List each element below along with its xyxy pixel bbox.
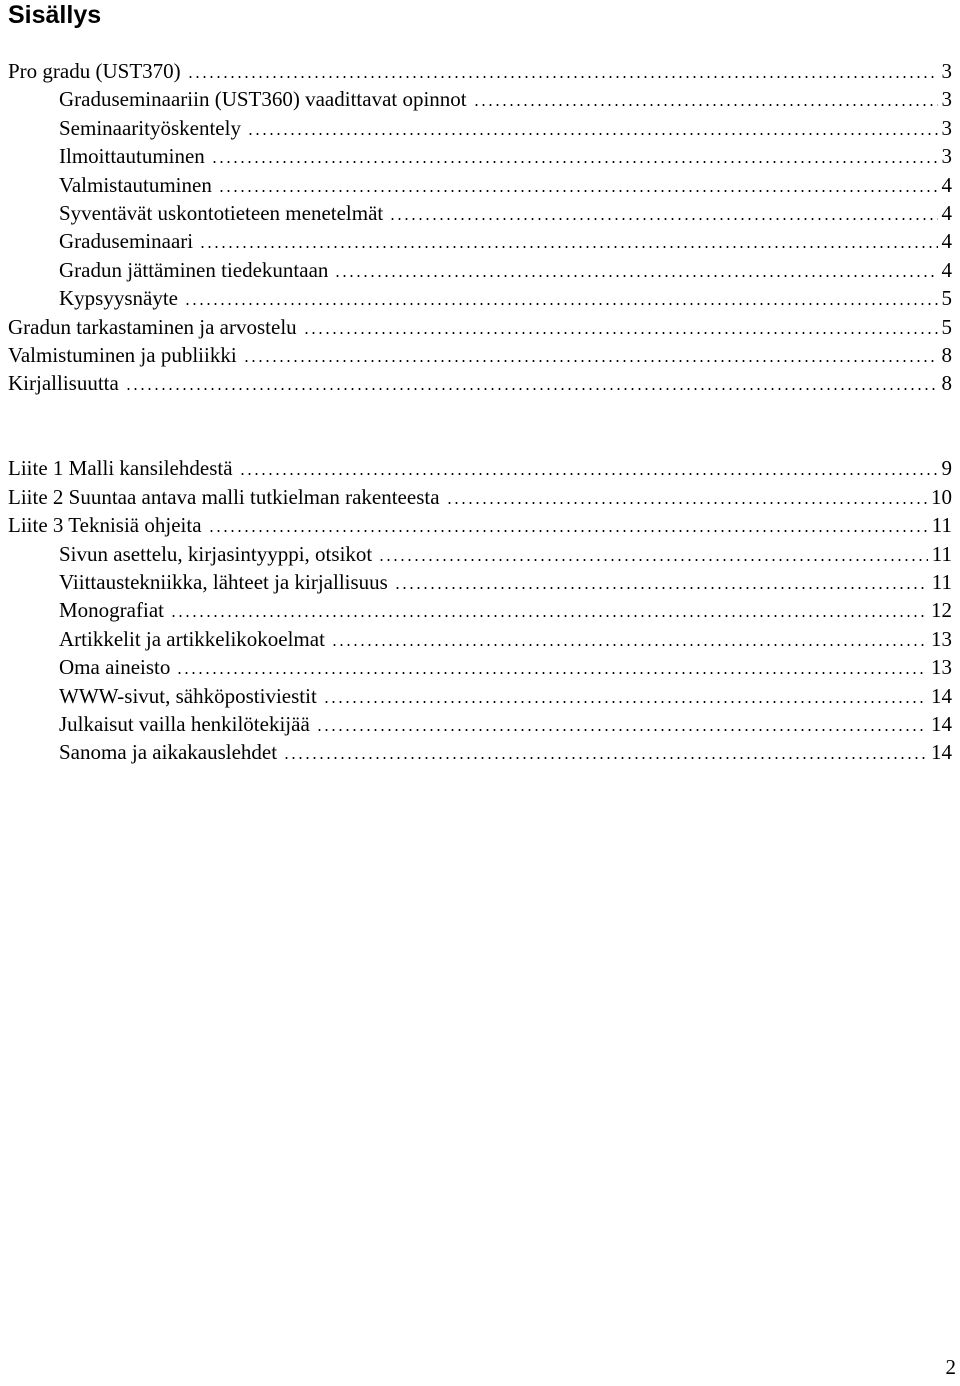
dot-leader [446,502,927,504]
toc-entry-viittaustekniikka[interactable] [0,568,960,596]
toc-entry-sanoma-ja-aikakauslehdet[interactable] [0,738,960,766]
toc-entry-kypsyysnayte[interactable] [0,284,960,312]
dot-leader [187,76,938,78]
dot-leader [170,615,927,617]
toc-entry-title: Sanoma ja aikakauslehdet [59,740,278,765]
toc-entry-sivun-asettelu[interactable] [0,540,960,568]
toc-entry-title: Viittaustekniikka, lähteet ja kirjallisuus [59,570,388,595]
toc-entry-title: Liite 2 Suuntaa antava malli tutkielman rakenteesta [8,484,440,509]
toc-entry-title: Monografiat [59,598,164,623]
toc-entry-page: 10 [931,484,952,509]
toc-entry-gradun-jattaminen[interactable] [0,256,960,284]
toc-entry-title: Ilmoittautuminen [59,144,205,169]
dot-leader [283,757,927,759]
toc-entry-page: 3 [941,115,952,140]
toc-entry-graduseminaari[interactable] [0,227,960,255]
dot-leader [125,388,938,390]
toc-entry-title: Kirjallisuutta [8,371,119,396]
toc-entry-page: 4 [941,229,952,254]
toc-entry-title: Graduseminaari [59,229,194,254]
toc-entry-page: 11 [931,570,952,595]
toc-entry-page: 4 [941,257,952,282]
toc-entry-oma-aineisto[interactable] [0,653,960,681]
dot-leader [184,303,938,305]
toc-entry-julkaisut[interactable] [0,710,960,738]
toc-entry-title: Kypsyysnäyte [59,286,178,311]
toc-entry-graduseminaariin-opinnot[interactable] [0,85,960,113]
dot-leader [331,644,927,646]
dot-leader [316,729,927,731]
page-number: 2 [945,1355,956,1379]
toc-entry-valmistautuminen[interactable] [0,171,960,199]
toc-entry-pro-gradu[interactable] [0,57,960,85]
dot-leader [218,190,938,192]
dot-leader [394,587,928,589]
toc-entry-page: 3 [941,87,952,112]
toc-entry-page: 11 [931,541,952,566]
dot-leader [334,275,938,277]
dot-leader [247,133,938,135]
page-title: Sisällys [8,1,102,29]
toc-entry-title: Graduseminaariin (UST360) vaadittavat opinnot [59,87,467,112]
toc-entry-page: 14 [931,683,952,708]
dot-leader [239,473,938,475]
toc-entry-monografiat[interactable] [0,596,960,624]
dot-leader [243,360,938,362]
toc-entry-title: Liite 3 Teknisiä ohjeita [8,513,202,538]
table-of-contents [0,57,960,767]
toc-entry-page: 13 [931,626,952,651]
dot-leader [378,559,928,561]
dot-leader [208,530,928,532]
toc-entry-title: Sivun asettelu, kirjasintyyppi, otsikot [59,541,373,566]
toc-entry-page: 3 [941,59,952,83]
toc-entry-page: 11 [931,513,952,538]
toc-entry-title: Valmistautuminen [59,172,212,197]
toc-entry-gradun-tarkastaminen[interactable] [0,313,960,341]
toc-entry-page: 12 [931,598,952,623]
toc-entry-title: WWW-sivut, sähköpostiviestit [59,683,317,708]
toc-entry-title: Syventävät uskontotieteen menetelmät [59,200,384,225]
toc-entry-liite-1[interactable] [0,454,960,482]
toc-entry-liite-2[interactable] [0,483,960,511]
toc-entry-artikkelit[interactable] [0,625,960,653]
dot-leader [323,701,927,703]
toc-entry-ilmoittautuminen[interactable] [0,142,960,170]
toc-entry-page: 14 [931,740,952,765]
dot-leader [303,332,938,334]
dot-leader [211,161,938,163]
toc-entry-www-sivut[interactable] [0,682,960,710]
toc-entry-page: 4 [941,200,952,225]
toc-entry-kirjallisuutta[interactable] [0,369,960,397]
toc-entry-title: Gradun jättäminen tiedekuntaan [59,257,329,282]
toc-entry-title: Artikkelit ja artikkelikokoelmat [59,626,325,651]
dot-leader [389,218,938,220]
toc-entry-syventavat-menetelmat[interactable] [0,199,960,227]
toc-entry-page: 4 [941,172,952,197]
toc-entry-title: Liite 1 Malli kansilehdestä [8,456,233,481]
toc-entry-title: Oma aineisto [59,655,171,680]
toc-entry-page: 3 [941,144,952,169]
toc-entry-page: 8 [941,342,952,367]
toc-entry-page: 5 [941,286,952,311]
dot-leader [176,672,927,674]
toc-entry-title: Seminaarityöskentely [59,115,241,140]
toc-entry-title: Julkaisut vailla henkilötekijää [59,712,310,736]
toc-entry-page: 8 [941,371,952,396]
toc-entry-page: 13 [931,655,952,680]
toc-entry-title: Valmistuminen ja publiikki [8,342,237,367]
toc-entry-page: 9 [941,456,952,481]
toc-entry-seminaarityoskentely[interactable] [0,114,960,142]
toc-entry-valmistuminen[interactable] [0,341,960,369]
toc-entry-page: 14 [931,712,952,736]
toc-entry-liite-3[interactable] [0,511,960,539]
toc-entry-title: Pro gradu (UST370) [8,59,181,83]
dot-leader [199,246,938,248]
dot-leader [473,104,938,106]
toc-entry-page: 5 [941,314,952,339]
toc-entry-title: Gradun tarkastaminen ja arvostelu [8,314,297,339]
